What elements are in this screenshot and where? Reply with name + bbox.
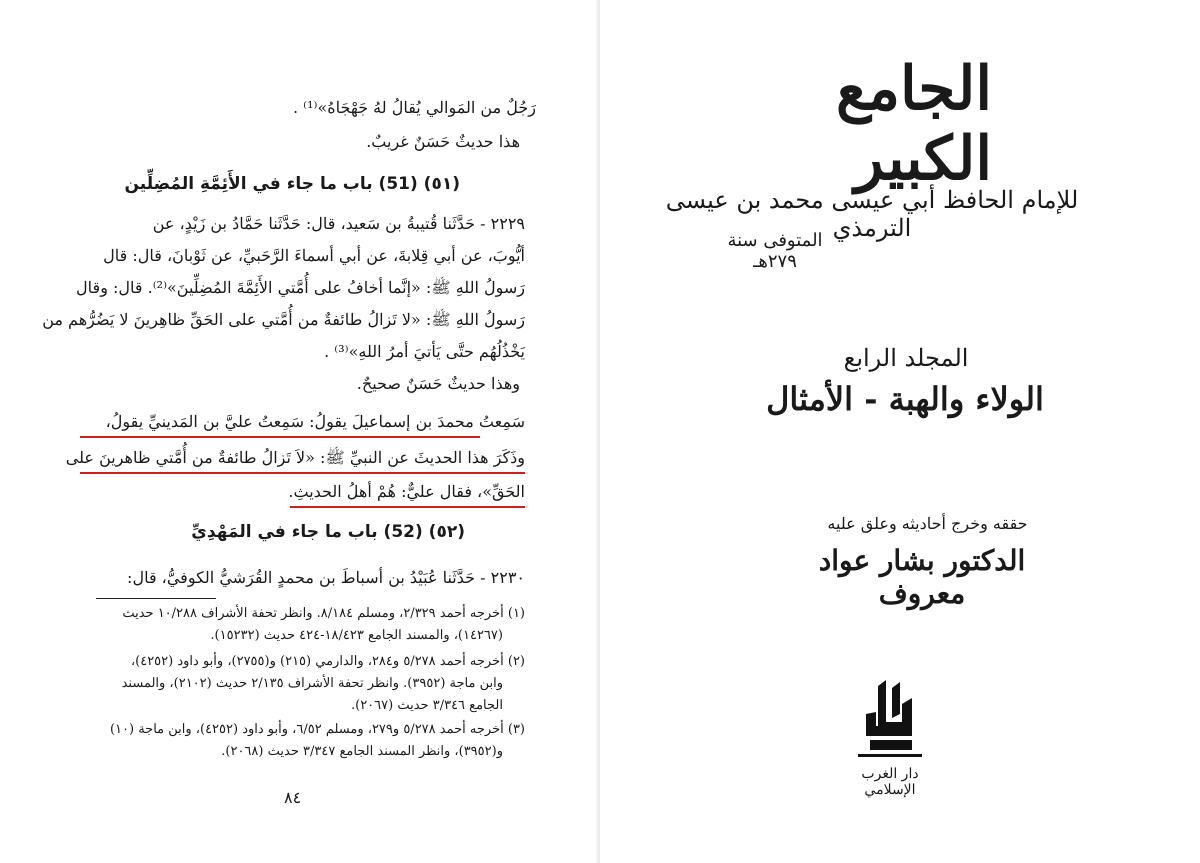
death-date: المتوفى سنة ٢٧٩هـ bbox=[727, 230, 823, 272]
highlighted-line: الحَقِّ»، فقال عليٌّ: هُمْ أهلُ الحديثِ. bbox=[288, 482, 525, 501]
editor-name: الدكتور بشار عواد معروف bbox=[818, 544, 1026, 610]
book-title: الجامع الكبير bbox=[835, 54, 992, 194]
footnote: وابن ماجة (٣٩٥٢). وانظر تحفة الأشراف ٢/١٣٥ حديث (٢١٠٢)، والمسند bbox=[121, 676, 503, 691]
volume-subtitle: الولاء والهبة - الأمثال bbox=[766, 380, 1044, 418]
text-line: هذا حديثٌ حَسَنٌ غريبٌ. bbox=[366, 132, 520, 151]
highlighted-line: سَمِعتُ محمدَ بن إسماعيلَ يقولُ: سَمِعتُ عليَّ بن المَدينيِّ يقولُ، bbox=[105, 412, 525, 431]
red-underline bbox=[80, 436, 480, 438]
chapter-heading: (٥١) (51) باب ما جاء في الأَئِمَّةِ المُضِلِّين bbox=[124, 174, 460, 194]
author-line: للإمام الحافظ أبي عيسى محمد بن عيسى الترمذي bbox=[665, 186, 1079, 242]
footnote: (١) أخرجه أحمد ٢/٣٢٩، ومسلم ٨/١٨٤. وانظر تحفة الأشراف ١٠/٢٨٨ حديث bbox=[122, 606, 525, 621]
footnote: (٣) أخرجه أحمد ٥/٢٧٨ و٢٧٩، ومسلم ٦/٥٢، وأبو داود (٤٢٥٢)، وابن ماجة (١٠) bbox=[109, 722, 525, 737]
highlighted-line: وذَكَرَ هذا الحديثَ عن النبيِّ ﷺ: «لاَ تَزالُ طائفةٌ من أُمَّتي ظاهرينَ على bbox=[65, 448, 525, 467]
text-line: وهذا حديثٌ حَسَنٌ صحيحٌ. bbox=[356, 374, 520, 393]
page-number: ٨٤ bbox=[284, 788, 302, 807]
chapter-heading: (٥٢) (52) باب ما جاء في المَهْدِيِّ bbox=[191, 522, 465, 542]
footnote: (١٤٢٦٧)، والمسند الجامع ١٨/٤٢٣-٤٢٤ حديث (١٥٢٣٢). bbox=[210, 628, 503, 643]
red-underline bbox=[290, 506, 525, 508]
text-line: أيُّوبَ، عن أبي قِلابةَ، عن أبي أسماءَ الرَّحَبيِّ، عن ثَوْبانَ، قال: قال bbox=[103, 246, 525, 265]
text-line: رَجُلٌ من المَوالي يُقالُ لهُ جَهْجَاهُ»⁽¹⁾ . bbox=[292, 98, 536, 117]
publisher-name: دار الغرب الإسلامي bbox=[861, 766, 919, 798]
text-line: رَسولُ اللهِ ﷺ: «إنَّما أخافُ على أُمَّتي الأَئِمَّةَ المُضِلِّينَ»⁽²⁾. قال: وقال bbox=[76, 278, 525, 297]
volume-label: المجلد الرابع bbox=[843, 344, 969, 372]
text-line: رَسولُ اللهِ ﷺ: «لا تَزالُ طائفةٌ من أُمَّتي على الحَقِّ ظاهِرينَ لا يَضُرُّهم من bbox=[42, 310, 525, 329]
footnote: و(٣٩٥٢)، وانظر المسند الجامع ٣/٣٤٧ حديث (٢٠٦٨). bbox=[221, 744, 503, 759]
editor-note: حققه وخرج أحاديثه وعلق عليه bbox=[827, 514, 1028, 533]
publisher-logo-icon bbox=[830, 678, 950, 770]
text-line: ٢٢٣٠ - حَدَّثَنا عُبَيْدُ بن أسباطَ بن محمدٍ القُرَشيُّ الكوفيُّ، قال: bbox=[127, 568, 525, 587]
text-line: يَخْذُلُهُم حتَّى يَأتيَ أمرُ اللهِ»⁽³⁾ . bbox=[324, 342, 525, 361]
footnote-separator bbox=[96, 598, 216, 599]
footnote: (٢) أخرجه أحمد ٥/٢٧٨ و٢٨٤، والدارمي (٢١٥) و(٢٧٥٥)، وأبو داود (٤٢٥٢)، bbox=[130, 654, 525, 669]
footnote: الجامع ٣/٣٤٦ حديث (٢٠٦٧). bbox=[350, 698, 503, 713]
red-underline bbox=[80, 472, 525, 474]
text-line: ٢٢٢٩ - حَدَّثَنا قُتيبةُ بن سَعيد، قال: حَدَّثَنا حَمَّادُ بن زَيْدٍ، عن bbox=[152, 214, 525, 233]
